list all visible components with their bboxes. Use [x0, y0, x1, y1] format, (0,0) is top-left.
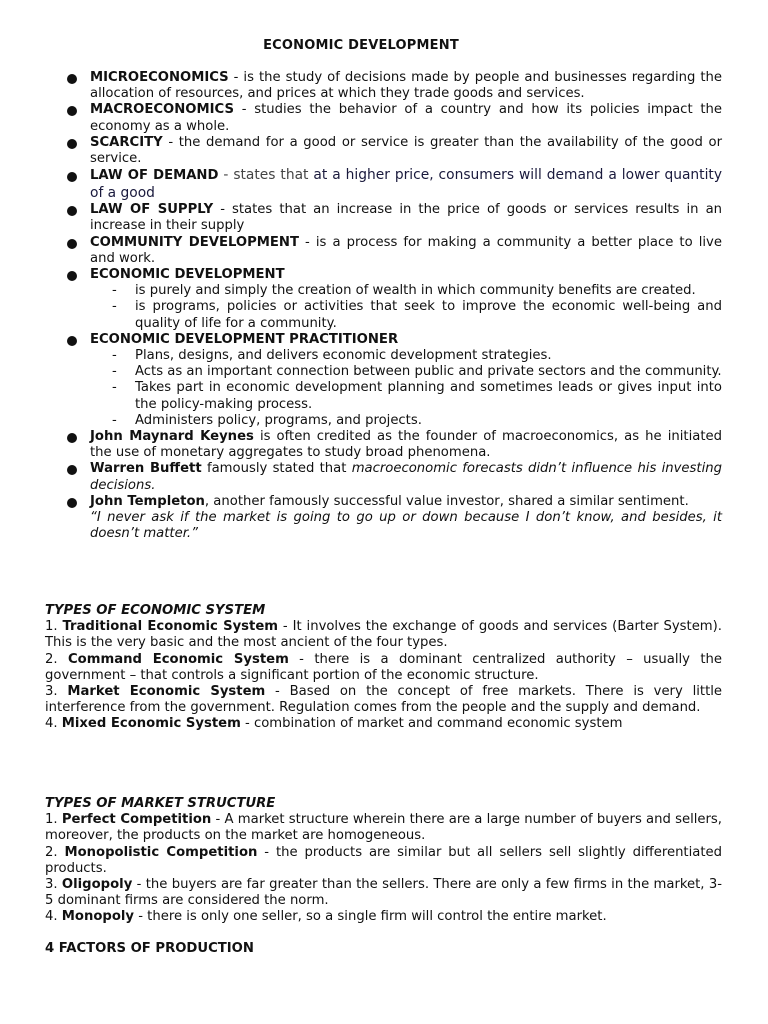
term: Oligopoly [61, 877, 133, 893]
bullet-icon [67, 271, 77, 281]
definition: - the products are similar but all sellers sell slightly differentiated products. [45, 844, 723, 876]
definition: at a higher price, consumers will demand a lower quantity of a good [90, 167, 722, 201]
term: Perfect Competition [61, 812, 212, 828]
definition: is often credited as the founder of macroeconomics, as he initiated the use of monetary aggregates to study broad phenomena. [90, 429, 722, 461]
term: Monopolistic Competition [64, 844, 258, 860]
item-number: 2. [45, 844, 65, 860]
term: LAW OF SUPPLY [90, 202, 214, 218]
list-item [45, 267, 722, 283]
bullet-icon [67, 206, 77, 216]
sub-item-text: is purely and simply the creation of wealth in which community benefits are created. [135, 283, 696, 299]
sub-list-item [45, 283, 722, 299]
definition: - studies the behavior of a country and how its policies impact the economy as a whole. [90, 102, 722, 134]
term: ECONOMIC DEVELOPMENT [90, 267, 285, 283]
item-number: 2. [45, 651, 68, 667]
list-item [45, 332, 722, 348]
term: Warren Buffett [90, 461, 202, 477]
bullet-icon [67, 139, 77, 149]
term: MACROECONOMICS [90, 102, 234, 118]
list-item [45, 684, 722, 716]
dash-marker: - [112, 283, 117, 299]
list-item [45, 461, 722, 493]
list-item [45, 812, 722, 844]
bullet-icon [67, 74, 77, 84]
term: Command Economic System [67, 651, 289, 667]
definition: , another famously successful value investor, shared a similar sentiment. [204, 493, 689, 509]
term: ECONOMIC DEVELOPMENT PRACTITIONER [90, 331, 399, 347]
bullet-icon [67, 336, 77, 346]
list-item [45, 494, 722, 543]
sub-list-item [45, 348, 722, 364]
term: COMMUNITY DEVELOPMENT [90, 234, 299, 250]
dash-marker: - [112, 348, 117, 364]
bullet-icon [67, 498, 77, 508]
list-item [45, 619, 722, 651]
list-item [45, 167, 722, 202]
definition-intro: - states that [218, 167, 314, 184]
term: LAW OF DEMAND [90, 168, 219, 184]
sub-list-item [45, 364, 722, 380]
bullet-icon [67, 106, 77, 116]
factors-section [45, 941, 722, 957]
list-item [45, 909, 722, 925]
economic-systems-section [45, 603, 722, 733]
term: Monopoly [61, 909, 135, 925]
quote: macroeconomic forecasts didn’t influence his investing decisions. [90, 461, 722, 493]
item-number: 4. [45, 716, 62, 732]
document-title: ECONOMIC DEVELOPMENT [263, 38, 459, 53]
dash-marker: - [112, 299, 117, 315]
sub-item-text: Administers policy, programs, and projects. [135, 412, 422, 428]
definition: - states that an increase in the price of goods or services results in an increase in their supply [90, 202, 723, 234]
item-number: 3. [45, 684, 68, 700]
item-number: 3. [45, 877, 62, 893]
list-item [45, 102, 722, 134]
definition: - the demand for a good or service is greater than the availability of the good or service. [90, 134, 722, 167]
definition: - is the study of decisions made by people and businesses regarding the allocation of resources, and prices at which they trade goods and services. [90, 70, 722, 102]
term: Market Economic System [67, 684, 266, 700]
bullet-icon [67, 172, 77, 182]
dash-marker: - [112, 380, 117, 396]
list-item [45, 877, 722, 909]
list-item [45, 70, 722, 102]
list-item [45, 429, 722, 461]
list-item [45, 202, 722, 234]
sub-item-text: is programs, policies or activities that seek to improve the economic well-being and quality of life for a community. [135, 299, 722, 331]
item-number: 1. [45, 812, 62, 828]
dash-marker: - [112, 412, 117, 428]
definition: - the buyers are far greater than the sellers. There are only a few firms in the market, 3-5 dominant firms are considered the norm. [45, 877, 722, 909]
sub-item-text: Takes part in economic development planning and sometimes leads or gives input into the policy-making process. [135, 380, 722, 412]
list-item [45, 652, 722, 684]
definition: - combination of market and command economic system [240, 716, 623, 732]
market-structure-section [45, 796, 722, 926]
sub-list-item [45, 413, 722, 429]
section-heading: 4 FACTORS OF PRODUCTION [45, 941, 254, 956]
sub-list-item [45, 299, 722, 331]
definition: - A market structure wherein there are a large number of buyers and sellers, moreover, the products on the market are homogeneous. [45, 812, 722, 844]
section-heading: TYPES OF ECONOMIC SYSTEM [45, 603, 266, 618]
term: SCARCITY [90, 134, 163, 150]
sub-item-text: Acts as an important connection between public and private sectors and the community. [135, 364, 722, 380]
definition: famously stated that [201, 461, 352, 477]
item-number: 4. [45, 909, 62, 925]
bullet-icon [67, 239, 77, 249]
list-item [45, 716, 722, 732]
definition: - Based on the concept of free markets. There is very little interference from the government. Regulation comes from the people and the supply and demand. [45, 684, 723, 716]
sub-item-text: Plans, designs, and delivers economic development strategies. [135, 348, 552, 364]
item-number: 1. [45, 619, 63, 635]
definition: - It involves the exchange of goods and services (Barter System). This is the very basic and the most ancient of the four types. [45, 619, 722, 651]
list-item [45, 845, 722, 877]
section-heading: TYPES OF MARKET STRUCTURE [45, 796, 276, 811]
sub-list-item [45, 380, 722, 412]
term: John Templeton [90, 493, 205, 509]
bullet-icon [67, 433, 77, 443]
list-item [45, 235, 722, 267]
definition: - there is only one seller, so a single firm will control the entire market. [134, 909, 607, 925]
definition: - there is a dominant centralized authority – usually the government – that controls a significant portion of the economic structure. [45, 651, 722, 683]
term: MICROECONOMICS [90, 70, 229, 85]
term: Mixed Economic System [61, 716, 241, 732]
definition: - is a process for making a community a better place to live and work. [90, 234, 722, 266]
term: Traditional Economic System [62, 619, 279, 635]
dash-marker: - [112, 364, 117, 380]
term: John Maynard Keynes [90, 429, 254, 445]
quote: “I never ask if the market is going to go up or down because I don’t know, and besides, it doesn’t matter.” [90, 510, 722, 542]
list-item [45, 135, 722, 167]
bullet-icon [67, 465, 77, 475]
definitions-list [45, 70, 722, 542]
